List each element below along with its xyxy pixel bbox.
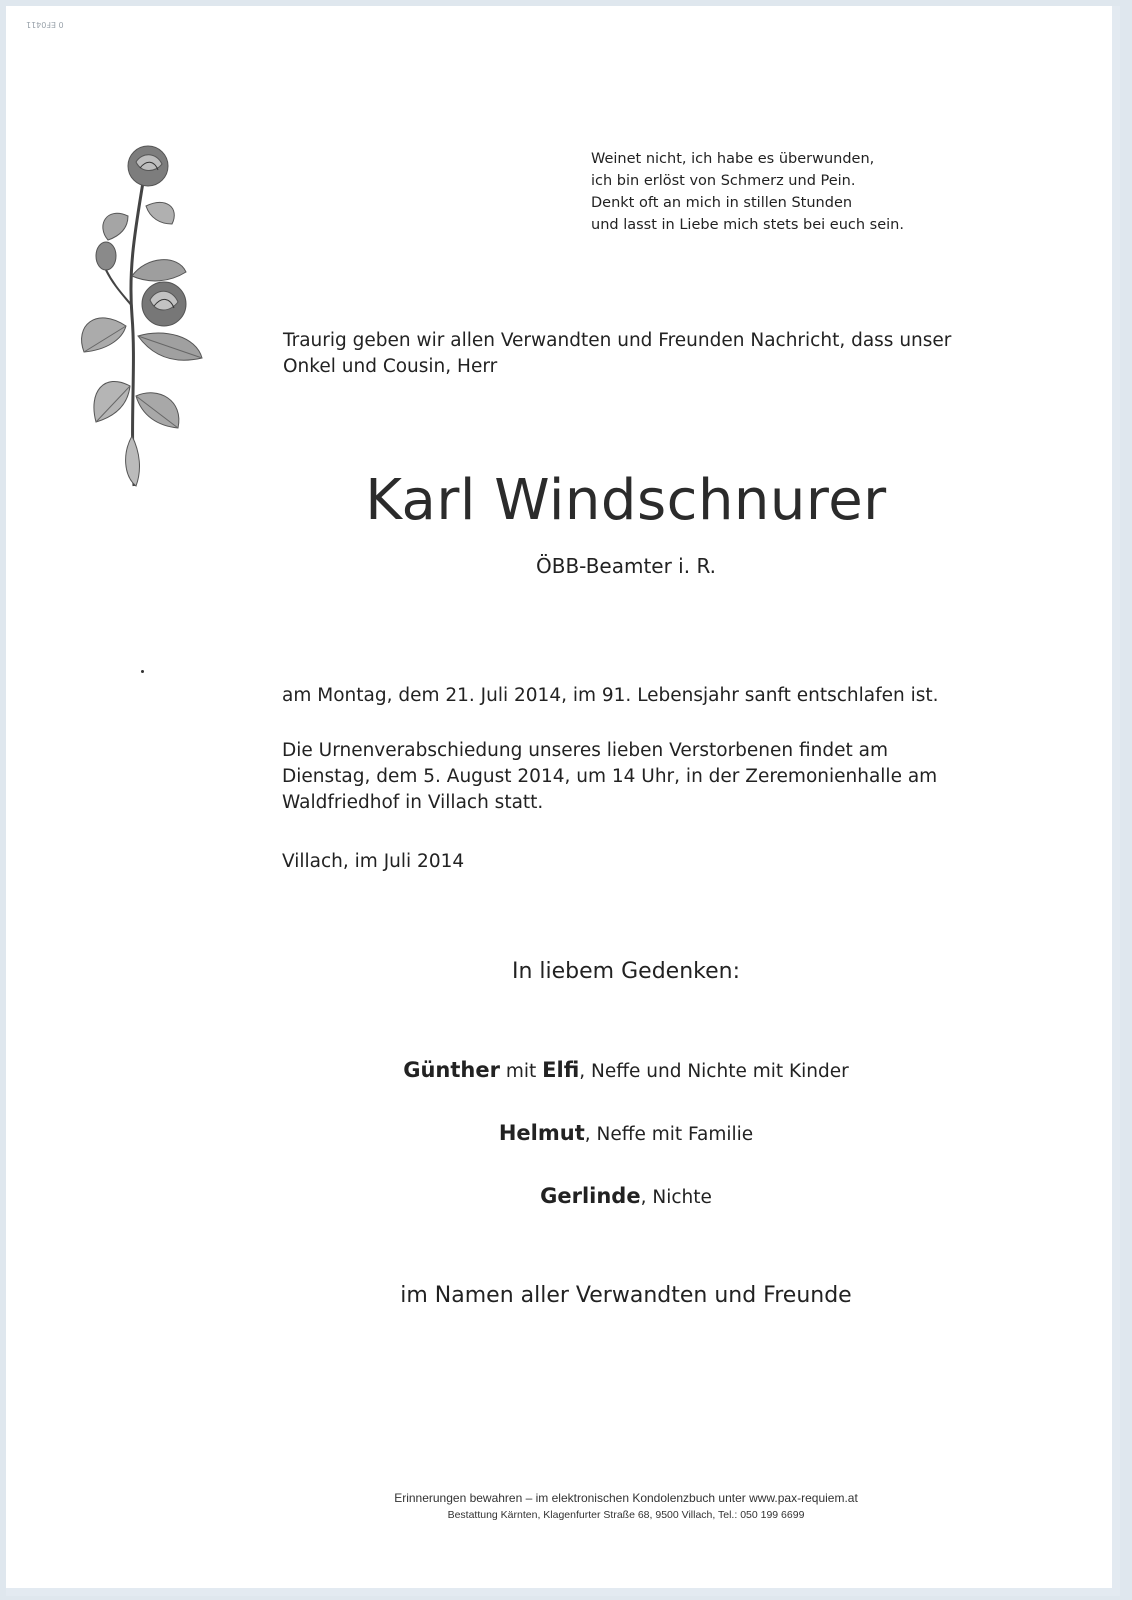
mourner-line <box>6 1184 1132 1208</box>
scan-corner-mark: 0 EF0411 <box>26 20 64 29</box>
mourner-joiner: mit <box>499 1061 543 1082</box>
mourner-name: Günther <box>403 1058 500 1082</box>
mourner-line <box>6 1121 1132 1145</box>
place-and-date: Villach, im Juli 2014 <box>282 851 465 872</box>
mourner-name: Gerlinde <box>540 1184 641 1208</box>
footer-condolence-line: Erinnerungen bewahren – im elektronischen Kondolenzbuch unter www.pax-requiem.at <box>394 1491 858 1505</box>
ceremony-details: Die Urnenverabschiedung unseres lieben Verstorbenen findet am Dienstag, dem 5. August 2014, um 14 Uhr, in der Zeremonienhalle am Waldfriedhof in Villach statt. <box>282 740 938 813</box>
mourner-name: Elfi <box>542 1058 580 1082</box>
mourner-line <box>6 1058 1132 1082</box>
scan-speck <box>141 670 144 673</box>
obituary-page <box>6 6 1120 1596</box>
death-notice: am Montag, dem 21. Juli 2014, im 91. Lebensjahr sanft entschlafen ist. <box>282 685 939 706</box>
poem-line: und lasst in Liebe mich stets bei euch sein. <box>591 217 904 233</box>
mourner-relation: , Neffe mit Familie <box>584 1124 754 1145</box>
mourner-relation: , Nichte <box>640 1187 712 1208</box>
announcement-intro: Traurig geben wir allen Verwandten und Freunden Nachricht, dass unser Onkel und Cousin, Herr <box>283 330 952 377</box>
poem-line: ich bin erlöst von Schmerz und Pein. <box>591 173 856 189</box>
mourner-relation: , Neffe und Nichte mit Kinder <box>579 1061 849 1082</box>
rose-illustration <box>66 136 216 506</box>
closing-line: im Namen aller Verwandten und Freunde <box>400 1283 852 1308</box>
deceased-profession: ÖBB-Beamter i. R. <box>536 554 716 578</box>
footer-address-line: Bestattung Kärnten, Klagenfurter Straße 68, 9500 Villach, Tel.: 050 199 6699 <box>447 1509 805 1521</box>
memorial-heading: In liebem Gedenken: <box>512 959 740 984</box>
memorial-poem <box>591 148 904 236</box>
poem-line: Denkt oft an mich in stillen Stunden <box>591 195 853 211</box>
deceased-name: Karl Windschnurer <box>365 468 887 533</box>
mourner-name: Helmut <box>498 1121 585 1145</box>
poem-line: Weinet nicht, ich habe es überwunden, <box>591 151 875 167</box>
